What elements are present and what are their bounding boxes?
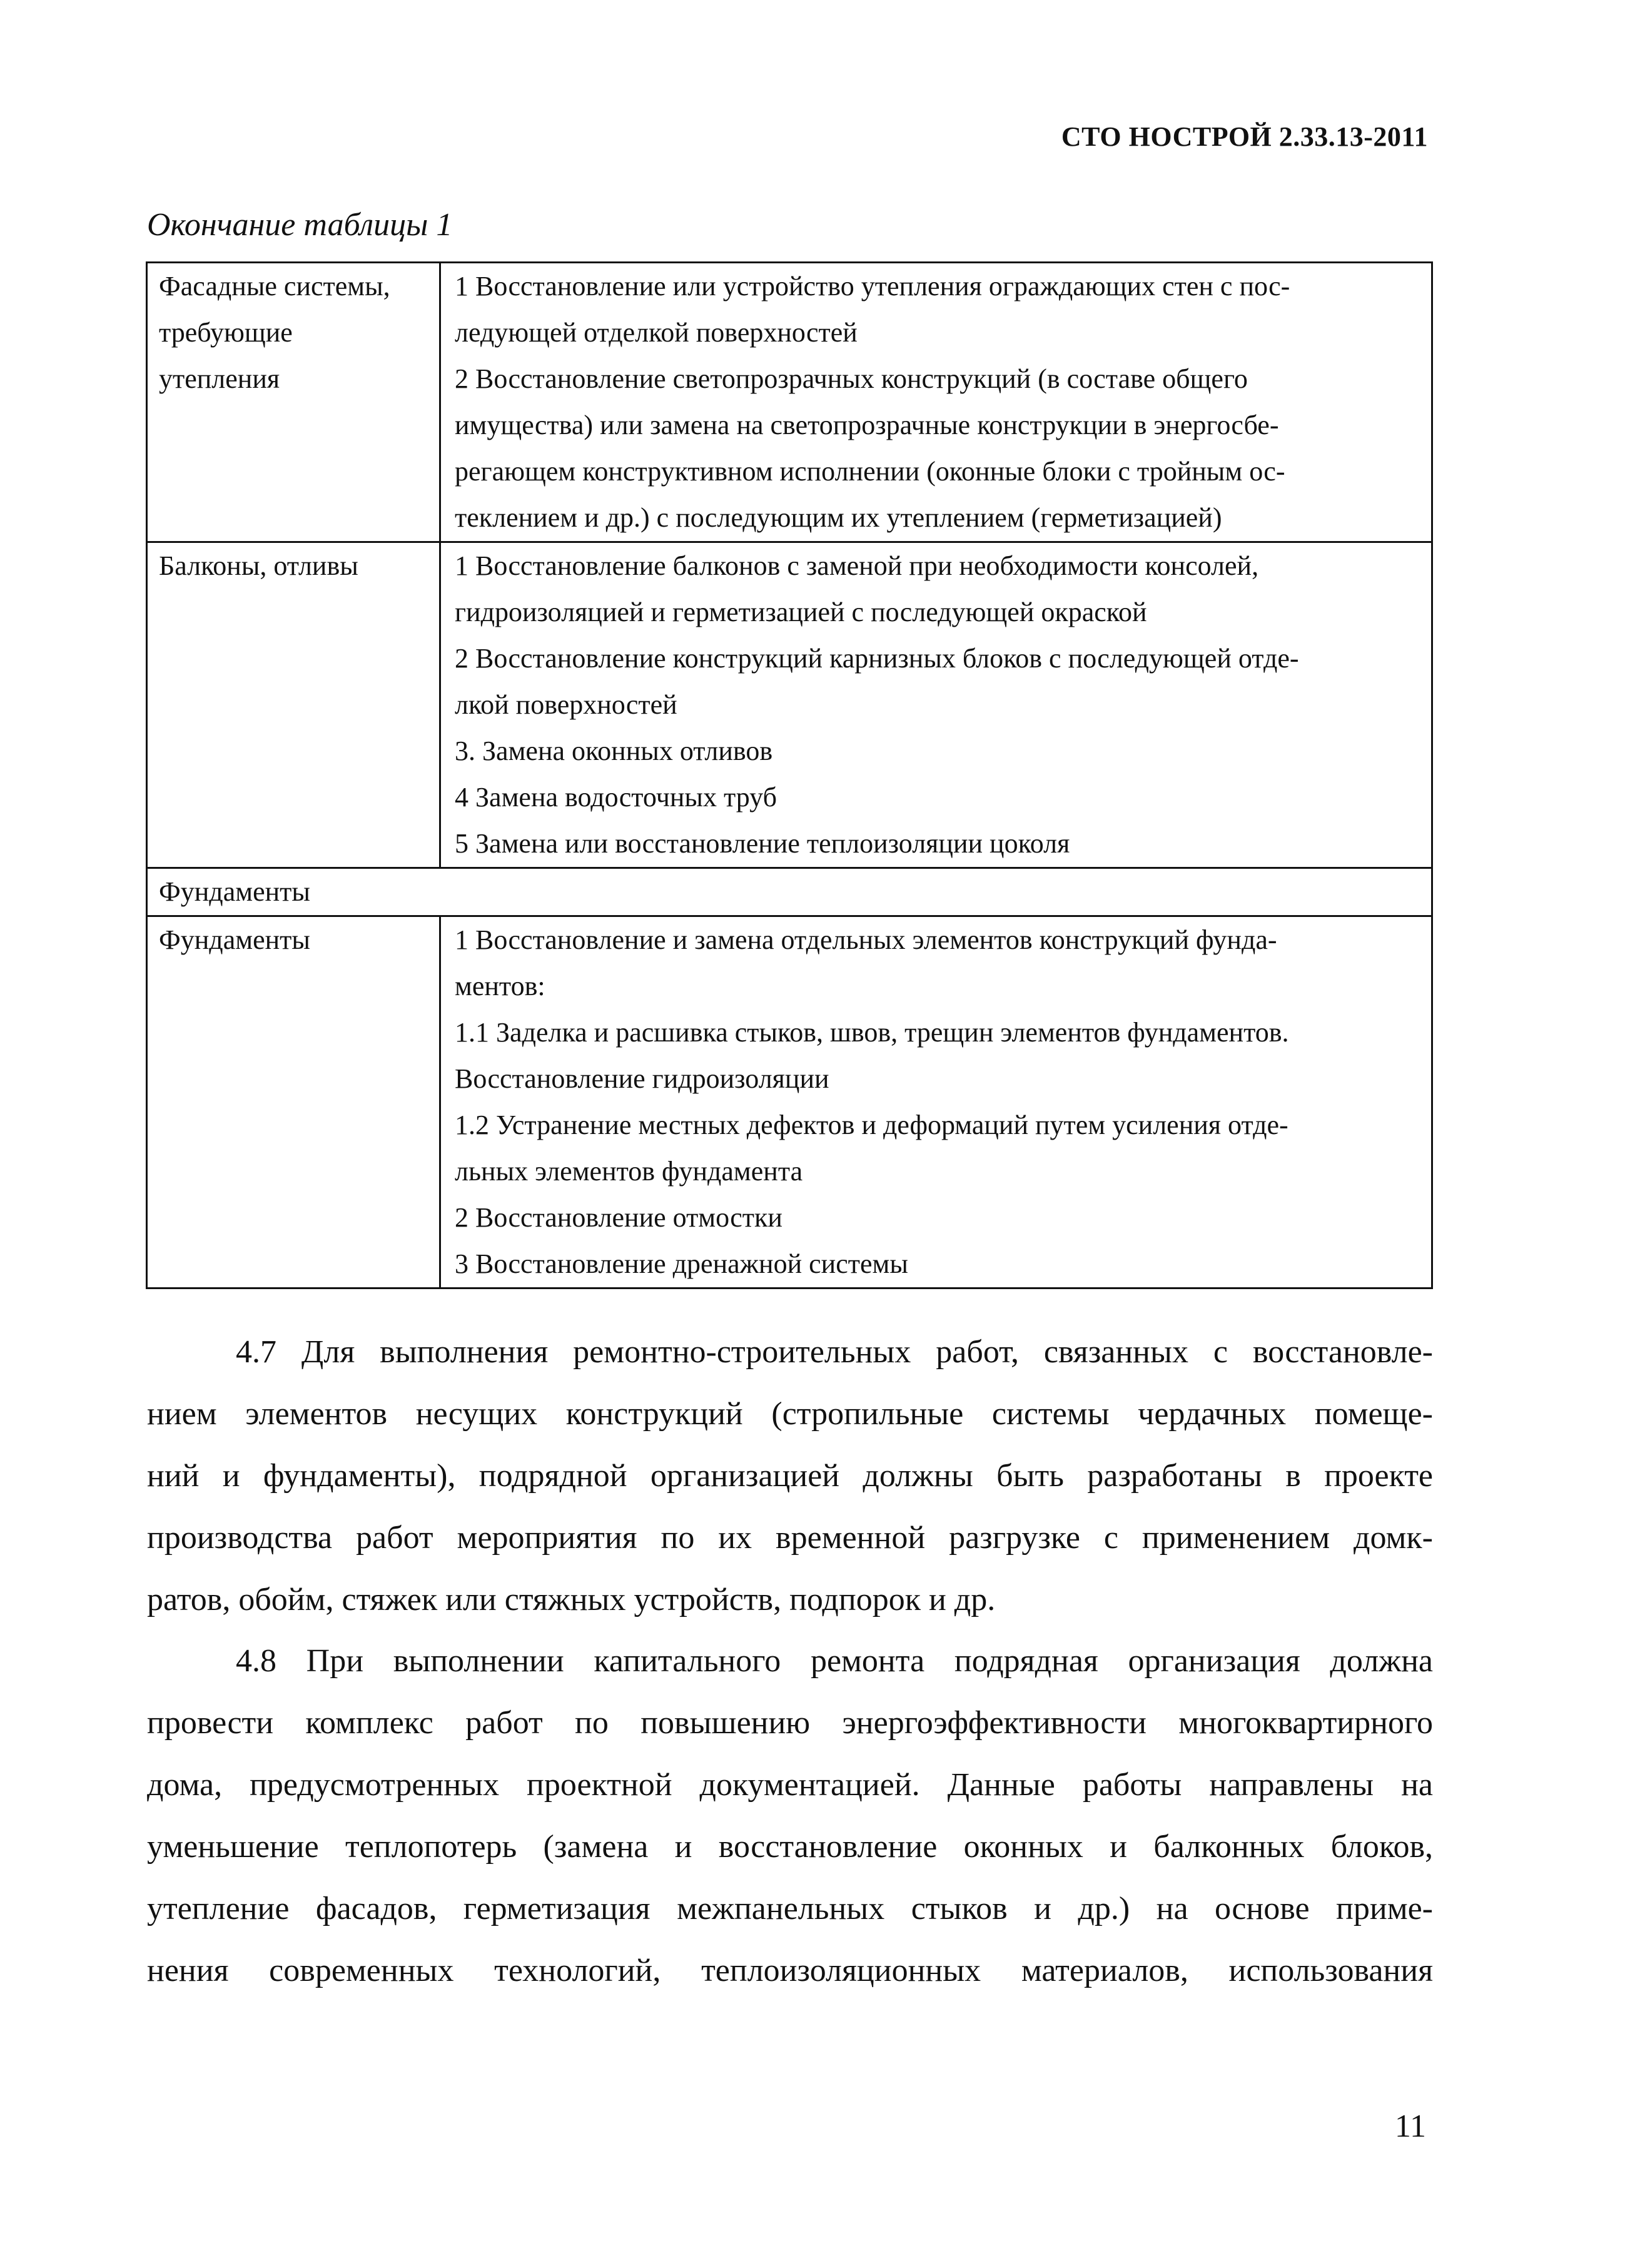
element-name-line: Балконы, отливы (159, 550, 358, 581)
document-code-header: СТО НОСТРОЙ 2.33.13-2011 (1061, 121, 1428, 152)
work-item-line: 5 Замена или восстановление теплоизоляции цоколя (455, 828, 1070, 859)
element-name-line: утепления (159, 363, 280, 394)
element-name-cell (147, 542, 440, 868)
paragraph-line: ратов, обойм, стяжек или стяжных устройств, подпорок и др. (147, 1582, 996, 1617)
paragraph-line: провести комплекс работ по повышению энергоэффективности многоквартирного (147, 1705, 1433, 1741)
work-item-line: 3 Восстановление дренажной системы (455, 1248, 908, 1279)
paragraph-text (147, 1321, 1433, 1631)
work-item-line: 2 Восстановление светопрозрачных конструкций (в составе общего (455, 363, 1248, 394)
paragraph-line: нения современных технологий, теплоизоляционных материалов, использования (147, 1953, 1433, 1988)
table-row (147, 542, 1432, 868)
work-item-line: льных элементов фундамента (455, 1156, 803, 1187)
work-item-line: 1 Восстановление балконов с заменой при необходимости консолей, (455, 550, 1259, 581)
works-table-body (147, 263, 1432, 1288)
works-list-cell (440, 542, 1432, 868)
work-item-line: 2 Восстановление отмостки (455, 1202, 782, 1233)
works-table (146, 261, 1433, 1289)
work-item-line: 1 Восстановление или устройство утепления ограждающих стен с пос- (455, 271, 1290, 301)
work-item-line: теклением и др.) с последующим их утеплением (герметизацией) (455, 502, 1222, 533)
table-row (147, 916, 1432, 1288)
paragraph-line: дома, предусмотренных проектной документацией. Данные работы направлены на (147, 1767, 1433, 1803)
works-list-cell (440, 263, 1432, 542)
section-heading-cell: Фундаменты (147, 868, 1432, 916)
paragraph-4-7 (147, 1321, 1433, 1631)
work-item-line: 4 Замена водосточных труб (455, 782, 777, 813)
table-row (147, 263, 1432, 542)
element-name-cell (147, 263, 440, 542)
work-item-line: регающем конструктивном исполнении (оконные блоки с тройным ос- (455, 456, 1285, 487)
paragraph-line: 4.7 Для выполнения ремонтно-строительных работ, связанных с восстановле- (236, 1334, 1433, 1370)
work-item-line: 1.2 Устранение местных дефектов и деформаций путем усиления отде- (455, 1110, 1288, 1140)
works-list-cell (440, 916, 1432, 1288)
table-section-row (147, 868, 1432, 916)
paragraph-line: производства работ мероприятия по их временной разгрузке с применением домк- (147, 1520, 1433, 1556)
element-name-line: требующие (159, 317, 293, 348)
work-item-line: 1.1 Заделка и расшивка стыков, швов, трещин элементов фундаментов. (455, 1017, 1289, 1048)
work-item-line: 3. Замена оконных отливов (455, 736, 773, 766)
page-number: 11 (1394, 2109, 1426, 2144)
paragraph-line: 4.8 При выполнении капитального ремонта подрядная организация должна (236, 1643, 1433, 1679)
work-item-line: ледующей отделкой поверхностей (455, 317, 858, 348)
paragraph-line: ний и фундаменты), подрядной организацией должны быть разработаны в проекте (147, 1458, 1433, 1494)
work-item-line: гидроизоляцией и герметизацией с последующей окраской (455, 597, 1147, 627)
element-name-line: Фасадные системы, (159, 271, 390, 301)
paragraph-line: утепление фасадов, герметизация межпанельных стыков и др.) на основе приме- (147, 1891, 1433, 1926)
work-item-line: 2 Восстановление конструкций карнизных блоков с последующей отде- (455, 643, 1299, 674)
paragraph-4-8 (147, 1630, 1433, 2002)
element-name-cell (147, 916, 440, 1288)
work-item-line: ментов: (455, 971, 545, 1001)
work-item-line: Восстановление гидроизоляции (455, 1063, 829, 1094)
work-item-line: имущества) или замена на светопрозрачные конструкции в энергосбе- (455, 410, 1279, 440)
paragraph-line: нием элементов несущих конструкций (стропильные системы чердачных помеще- (147, 1396, 1433, 1432)
paragraph-text (147, 1630, 1433, 2002)
paragraph-line: уменьшение теплопотерь (замена и восстановление оконных и балконных блоков, (147, 1829, 1433, 1865)
work-item-line: 1 Восстановление и замена отдельных элементов конструкций фунда- (455, 924, 1277, 955)
table-caption: Окончание таблицы 1 (147, 207, 453, 243)
element-name-line: Фундаменты (159, 924, 310, 955)
work-item-line: лкой поверхностей (455, 689, 677, 720)
